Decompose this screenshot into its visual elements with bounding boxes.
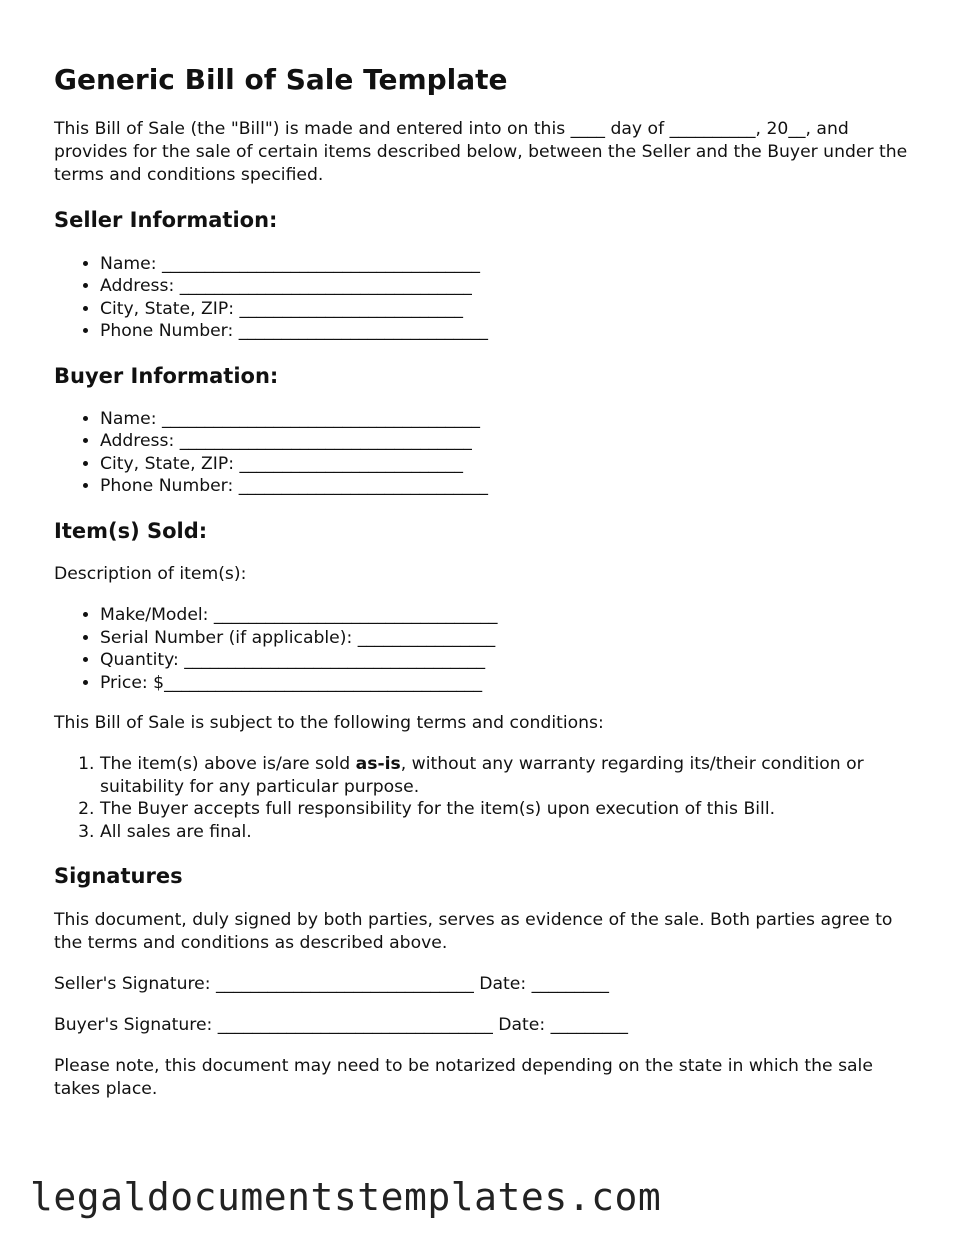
- term-text: The item(s) above is/are sold: [100, 754, 356, 775]
- items-field-list: [54, 604, 924, 694]
- seller-signature-line: Seller's Signature: ______________________________ Date: _________: [54, 973, 609, 994]
- terms-intro: This Bill of Sale is subject to the following terms and conditions:: [54, 713, 604, 734]
- notary-note: Please note, this document may need to be notarized depending on the state in which the sale takes place.: [54, 1055, 873, 1099]
- buyer-field-list: [54, 408, 924, 498]
- term-item: 2. The Buyer accepts full responsibility for the item(s) upon execution of this Bill.: [100, 798, 924, 821]
- as-is-emphasis: as-is: [355, 754, 401, 775]
- term-item: 3. All sales are final.: [100, 821, 924, 844]
- site-watermark: legaldocumentstemplates.com: [30, 1175, 662, 1219]
- items-heading: Item(s) Sold:: [54, 518, 208, 543]
- buyer-name-field: • Name: _____________________________________: [100, 408, 924, 431]
- signatures-text: This document, duly signed by both parties, serves as evidence of the sale. Both parties agree to the terms and conditions as described above.: [54, 909, 893, 953]
- seller-city-field: • City, State, ZIP: __________________________: [100, 298, 924, 321]
- buyer-signature-line: Buyer's Signature: ________________________________ Date: _________: [54, 1014, 628, 1035]
- items-description: Description of item(s):: [54, 564, 247, 585]
- seller-address-field: • Address: __________________________________: [100, 275, 924, 298]
- quantity-field: • Quantity: ___________________________________: [100, 649, 924, 672]
- seller-name-field: • Name: _____________________________________: [100, 253, 924, 276]
- seller-field-list: [54, 253, 924, 343]
- seller-heading: Seller Information:: [54, 208, 278, 233]
- page-title: Generic Bill of Sale Template: [54, 63, 508, 96]
- signatures-heading: Signatures: [54, 864, 183, 889]
- buyer-city-field: • City, State, ZIP: __________________________: [100, 453, 924, 476]
- document-page: [54, 62, 924, 1119]
- seller-phone-field: • Phone Number: _____________________________: [100, 320, 924, 343]
- price-field: • Price: $_____________________________________: [100, 672, 924, 695]
- intro-paragraph: This Bill of Sale (the "Bill") is made and entered into on this ____ day of __________, 20__, and provides for the sale of certain items described below, between the Seller and the Buyer under the terms and conditions specified.: [54, 119, 908, 186]
- buyer-address-field: • Address: __________________________________: [100, 430, 924, 453]
- buyer-heading: Buyer Information:: [54, 363, 279, 388]
- make-model-field: • Make/Model: _________________________________: [100, 604, 924, 627]
- terms-list: [54, 753, 924, 843]
- serial-number-field: • Serial Number (if applicable): ________________: [100, 627, 924, 650]
- buyer-phone-field: • Phone Number: _____________________________: [100, 475, 924, 498]
- term-text: , without any warranty regarding its/their condition or suitability for any particular purpose.: [100, 754, 864, 797]
- term-item: [100, 753, 924, 798]
